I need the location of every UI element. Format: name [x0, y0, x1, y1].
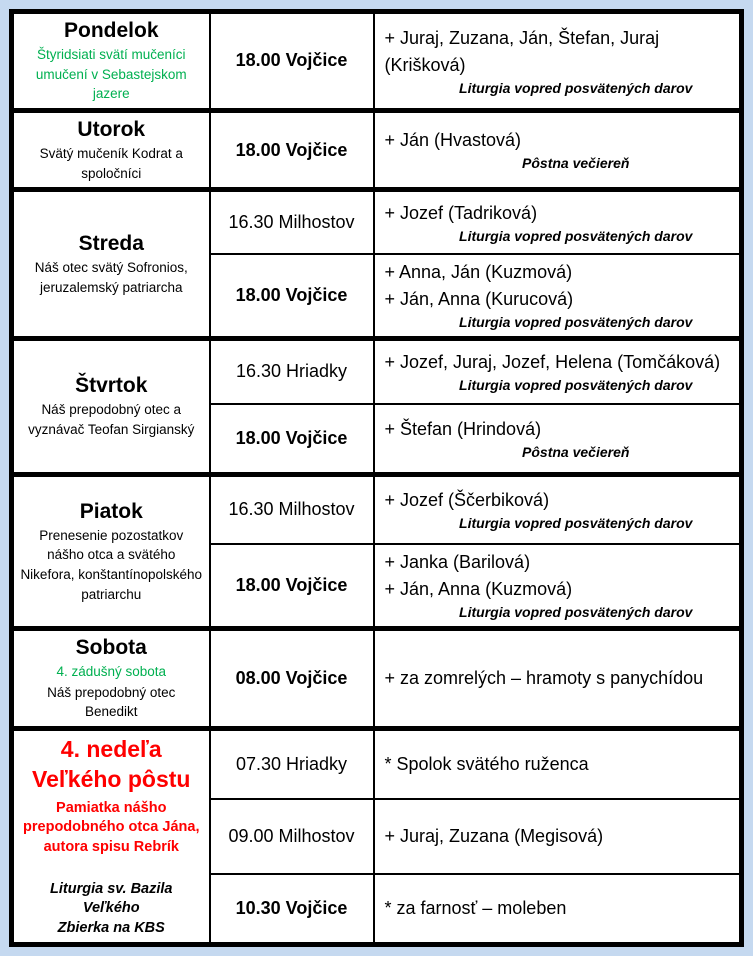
time-cell: 18.00 Vojčice	[210, 544, 374, 628]
time-cell: 18.00 Vojčice	[210, 404, 374, 474]
intentions-cell	[374, 729, 742, 800]
day-cell-pondelok	[12, 12, 210, 111]
row-stvrtok-1	[12, 338, 742, 404]
sunday-feast-red: Pamiatka nášho prepodobného otca Jána, autora spisu Rebrík	[23, 799, 200, 855]
intention-line: + za zomrelých – hramoty s panychídou	[384, 668, 704, 689]
intention-line: + Jozef, Juraj, Jozef, Helena (Tomčáková)	[384, 352, 721, 372]
intentions-cell	[374, 254, 742, 338]
day-feast: Náš prepodobný otec Benedikt	[47, 684, 176, 720]
time-cell: 16.30 Milhostov	[210, 190, 374, 254]
intentions-cell	[374, 404, 742, 474]
intentions-cell	[374, 12, 742, 111]
time-cell: 08.00 Vojčice	[210, 629, 374, 729]
day-name: Pondelok	[63, 19, 159, 42]
day-feast-green: 4. zádušný sobota	[56, 664, 167, 680]
liturgy-note: Pôstna večiereň	[522, 443, 630, 460]
day-feast: Náš otec svätý Sofronios, jeruzalemský patriarcha	[34, 260, 188, 295]
row-piatok-1	[12, 474, 742, 544]
liturgy-note: Liturgia vopred posvätených darov	[459, 604, 693, 621]
day-feast: Prenesenie pozostatkov nášho otca a svätého Nikefora, konštantínopolského patriarchu	[20, 527, 203, 602]
intention-line: + Ján, Anna (Kurucová)	[384, 288, 574, 309]
day-name: Utorok	[77, 117, 146, 141]
day-feast-green: Štyridsiati svätí mučeníci umučení v Sebastejskom jazere	[35, 47, 187, 102]
sunday-liturgy-note	[20, 880, 203, 939]
intentions-cell	[374, 474, 742, 544]
intention-line: + Štefan (Hrindová)	[384, 418, 542, 439]
intention-line: + Anna, Ján (Kuzmová)	[384, 261, 573, 282]
day-feast: Náš prepodobný otec a vyznávač Teofan Sirgianský	[28, 402, 195, 437]
intention-line: + Ján, Anna (Kuzmová)	[384, 579, 573, 600]
sunday-title: 4. nedeľa Veľkého pôstu	[32, 736, 191, 792]
intention-line: + Jozef (Ščerbiková)	[384, 490, 550, 510]
liturgy-note: Liturgia vopred posvätených darov	[459, 377, 693, 393]
liturgical-schedule-table	[9, 9, 744, 947]
time-cell: 07.30 Hriadky	[210, 729, 374, 800]
intentions-cell	[374, 110, 742, 189]
intentions-cell	[374, 544, 742, 628]
day-name: Štvrtok	[75, 374, 148, 398]
time-cell: 18.00 Vojčice	[210, 12, 374, 111]
intention-line: + Juraj, Zuzana, Ján, Štefan, Juraj (Krišková)	[384, 27, 660, 75]
time-cell: 09.00 Milhostov	[210, 799, 374, 874]
liturgy-note: Liturgia vopred posvätených darov	[459, 79, 693, 96]
row-pondelok	[12, 12, 742, 111]
row-sobota	[12, 629, 742, 729]
day-name: Sobota	[75, 636, 147, 660]
day-feast: Svätý mučeník Kodrat a spoločníci	[39, 146, 183, 181]
day-cell-streda	[12, 190, 210, 338]
day-cell-utorok	[12, 110, 210, 189]
time-cell: 10.30 Vojčice	[210, 874, 374, 945]
row-streda-1	[12, 190, 742, 254]
intentions-cell	[374, 799, 742, 874]
intention-line: * Spolok svätého ruženca	[384, 754, 589, 775]
sunday-liturgy-note-line1: Liturgia sv. Bazila Veľkého	[50, 880, 173, 917]
intentions-cell	[374, 190, 742, 254]
time-cell: 18.00 Vojčice	[210, 254, 374, 338]
liturgy-note: Pôstna večiereň	[522, 155, 630, 172]
intention-line: + Ján (Hvastová)	[384, 130, 522, 151]
day-cell-piatok	[12, 474, 210, 628]
intention-line: * za farnosť – moleben	[384, 898, 567, 919]
liturgy-note: Liturgia vopred posvätených darov	[459, 313, 693, 330]
day-cell-nedela	[12, 729, 210, 945]
day-name: Streda	[78, 231, 144, 255]
day-cell-stvrtok	[12, 338, 210, 474]
liturgy-note: Liturgia vopred posvätených darov	[459, 227, 693, 244]
time-cell: 16.30 Milhostov	[210, 474, 374, 544]
day-cell-sobota	[12, 629, 210, 729]
row-utorok	[12, 110, 742, 189]
intentions-cell	[374, 629, 742, 729]
intention-line: + Janka (Barilová)	[384, 552, 531, 573]
intention-line: + Juraj, Zuzana (Megisová)	[384, 826, 604, 847]
liturgy-note: Liturgia vopred posvätených darov	[459, 515, 693, 531]
intentions-cell	[374, 874, 742, 945]
time-cell: 16.30 Hriadky	[210, 338, 374, 404]
sunday-liturgy-note-line2: Zbierka na KBS	[57, 919, 165, 936]
intention-line: + Jozef (Tadriková)	[384, 202, 538, 223]
intentions-cell	[374, 338, 742, 404]
row-nedela-1	[12, 729, 742, 800]
day-name: Piatok	[79, 499, 143, 523]
time-cell: 18.00 Vojčice	[210, 110, 374, 189]
